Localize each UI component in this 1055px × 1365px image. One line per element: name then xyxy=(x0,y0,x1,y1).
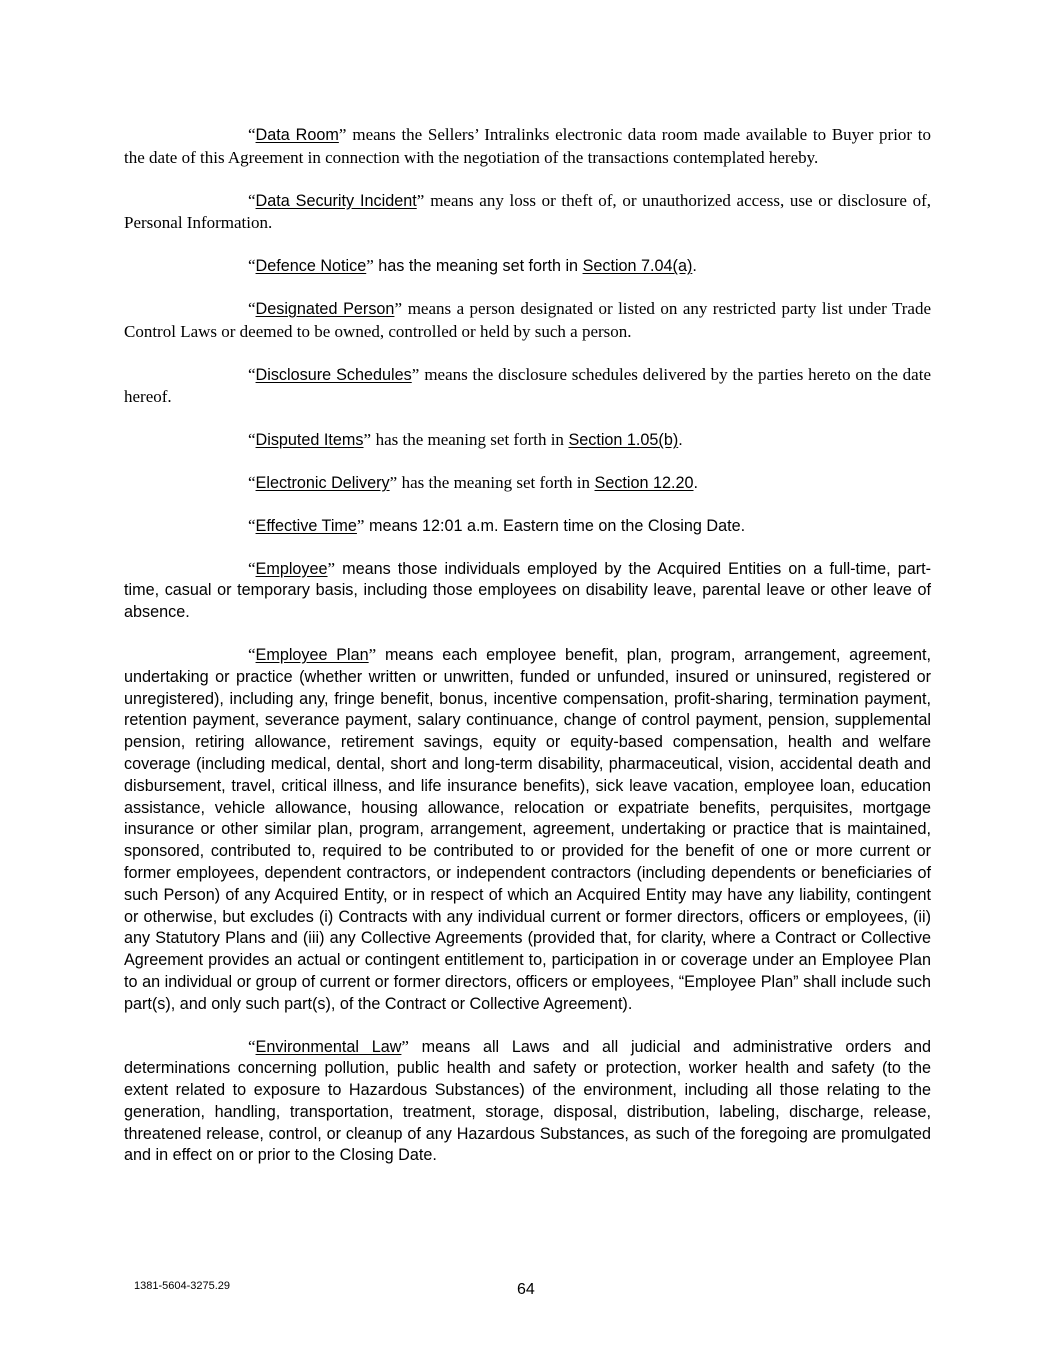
definition-defence-notice: “Defence Notice” has the meaning set forth in Section 7.04(a). xyxy=(248,256,697,276)
definition-text-end: . xyxy=(693,473,699,492)
defined-term: Disclosure Schedules xyxy=(255,365,412,384)
definition-text: means a person designated or listed on any restricted party list under Trade Control Laws or deemed to be owned, controlled or held by such a person. xyxy=(124,298,932,341)
definition-text: has the meaning set forth in xyxy=(375,430,564,450)
definition-electronic-delivery: “Electronic Delivery” has the meaning set forth in Section 12.20. xyxy=(248,472,699,492)
section-reference-link[interactable]: Section 7.04(a) xyxy=(582,257,693,276)
definition-data-security-incident: “Data Security Incident” means any loss or theft of, or unauthorized access, use or disclosure of, Personal Information. xyxy=(124,190,932,233)
document-id: 1381-5604-3275.29 xyxy=(134,1280,231,1292)
definition-disputed-items: “Disputed Items” has the meaning set forth in Section 1.05(b). xyxy=(248,430,683,450)
definition-text: means 12:01 a.m. Eastern time on the Closing Date. xyxy=(368,516,746,535)
definition-text: means those individuals employed by the Acquired Entities on a full-time, part-time, casual or temporary basis, including those employees on disability leave, parental leave or other leave of absence. xyxy=(124,559,931,622)
section-reference-link[interactable]: Section 12.20 xyxy=(594,473,694,492)
definition-text: has the meaning set forth in xyxy=(401,472,591,492)
section-reference-link[interactable]: Section 1.05(b) xyxy=(568,431,679,450)
definition-disclosure-schedules: “Disclosure Schedules” means the disclosure schedules delivered by the parties hereto on the date hereof. xyxy=(124,364,931,407)
defined-term: Electronic Delivery xyxy=(255,473,390,492)
defined-term: Employee Plan xyxy=(255,645,369,664)
definition-employee: “Employee” means those individuals employed by the Acquired Entities on a full-time, part-time, casual or temporary basis, including those employees on disability leave, parental leave or other leave of absence. xyxy=(124,558,931,622)
definition-text: means the Sellers’ Intralinks electronic data room made available to Buyer prior to the date of this Agreement in connection with the negotiation of the transactions contemplated hereby. xyxy=(124,125,931,167)
defined-term: Environmental Law xyxy=(255,1037,402,1056)
definition-employee-plan: “Employee Plan” means each employee benefit, plan, program, arrangement, agreement, undertaking or practice (whether written or unwritten, funded or unfunded, insured or uninsured, registered or unregistered), including any, fringe benefit, bonus, incentive compensation, profit-sharing, termination payment, retention payment, severance payment, salary continuance, change of control payment, pension, supplemental pension, retiring allowance, retirement savings, equity or equity-based compensation, health and welfare coverage (including medical, dental, short and long-term disability, pharmaceutical, vision, accidental death and disbursement, travel, critical illness, and life insurance benefits), sick leave vacation, employee loan, education assistance, vehicle allowance, housing allowance, relocation or expatriate benefits, perquisites, mortgage insurance or other similar plan, program, arrangement, agreement, undertaking or practice that is maintained, sponsored, contributed to, required to be contributed to or provided for the benefit of one or more current or former employees, dependent contractors, or independent contractors (including dependents or beneficiaries of such Person) of any Acquired Entity, or in respect of which an Acquired Entity may have any liability, contingent or otherwise, but excludes (i) Contracts with any individual current or former directors, officers or employees, (ii) any Statutory Plans and (iii) any Collective Agreements (provided that, for clarity, where a Contract or Collective Agreement provides an actual or contingent entitlement to, participation in or coverage under an Employee Plan to an individual or group of current or former directors, officers or employees, “Employee Plan” shall include such part(s), and only such part(s), of the Contract or Collective Agreement). xyxy=(124,644,932,1013)
document-body xyxy=(124,124,931,1187)
definition-text: means the disclosure schedules delivered by the parties hereto on the date hereof. xyxy=(124,364,931,407)
defined-term: Effective Time xyxy=(255,516,357,535)
definition-designated-person: “Designated Person” means a person designated or listed on any restricted party list under Trade Control Laws or deemed to be owned, controlled or held by such a person. xyxy=(124,298,932,341)
definition-data-room: “Data Room” means the Sellers’ Intralinks electronic data room made available to Buyer prior to the date of this Agreement in connection with the negotiation of the transactions contemplated hereby. xyxy=(124,125,931,167)
definition-text: means all Laws and all judicial and administrative orders and determinations concerning pollution, public health and safety or protection, worker health and safety (to the extent related to exposure to Hazardous Substances) of the environment, including all those relating to the generation, handling, transportation, treatment, storage, disposal, distribution, labeling, discharge, release, threatened release, control, or cleanup of any Hazardous Substances, as such of the foregoing are promulgated and in effect on or prior to the Closing Date. xyxy=(124,1037,931,1165)
definition-text: means any loss or theft of, or unauthorized access, use or disclosure of, Personal Information. xyxy=(124,190,932,233)
definition-effective-time: “Effective Time” means 12:01 a.m. Eastern time on the Closing Date. xyxy=(248,515,746,535)
defined-term: Disputed Items xyxy=(255,431,364,450)
defined-term: Employee xyxy=(255,559,328,578)
definition-text-end: . xyxy=(692,257,697,276)
defined-term: Designated Person xyxy=(255,299,395,318)
page-number: 64 xyxy=(517,1281,535,1298)
definition-text: has the meaning set forth in xyxy=(378,257,579,276)
definition-text-end: . xyxy=(678,431,683,450)
definition-environmental-law: “Environmental Law” means all Laws and all judicial and administrative orders and determinations concerning pollution, public health and safety or protection, worker health and safety (to the extent related to exposure to Hazardous Substances) of the environment, including all those relating to the generation, handling, transportation, treatment, storage, disposal, distribution, labeling, discharge, release, threatened release, control, or cleanup of any Hazardous Substances, as such of the foregoing are promulgated and in effect on or prior to the Closing Date. xyxy=(124,1036,931,1165)
defined-term: Data Room xyxy=(255,126,339,144)
defined-term: Defence Notice xyxy=(255,257,367,276)
definition-text: means each employee benefit, plan, program, arrangement, agreement, undertaking or practice (whether written or unwritten, funded or unfunded, insured or uninsured, registered or unregistered), including any, fringe benefit, bonus, incentive compensation, profit-sharing, termination payment, retention payment, severance payment, salary continuance, change of control payment, pension, supplemental pension, retiring allowance, retirement savings, equity or equity-based compensation, health and welfare coverage (including medical, dental, short and long-term disability, pharmaceutical, vision, accidental death and disbursement, travel, critical illness, and life insurance benefits), sick leave vacation, employee loan, education assistance, vehicle allowance, housing allowance, relocation or expatriate benefits, perquisites, mortgage insurance or other similar plan, program, arrangement, agreement, undertaking or practice that is maintained, sponsored, contributed to, required to be contributed to or provided for the benefit of one or more current or former employees, dependent contractors, or independent contractors (including dependents or beneficiaries of such Person) of any Acquired Entity, or in respect of which an Acquired Entity may have any liability, contingent or otherwise, but excludes (i) Contracts with any individual current or former directors, officers or employees, (ii) any Statutory Plans and (iii) any Collective Agreements (provided that, for clarity, where a Contract or Collective Agreement provides an actual or contingent entitlement to, participation in or coverage under an Employee Plan to an individual or group of current or former directors, officers or employees, “Employee Plan” shall include such part(s), and only such part(s), of the Contract or Collective Agreement). xyxy=(124,645,932,1013)
defined-term: Data Security Incident xyxy=(255,191,417,210)
